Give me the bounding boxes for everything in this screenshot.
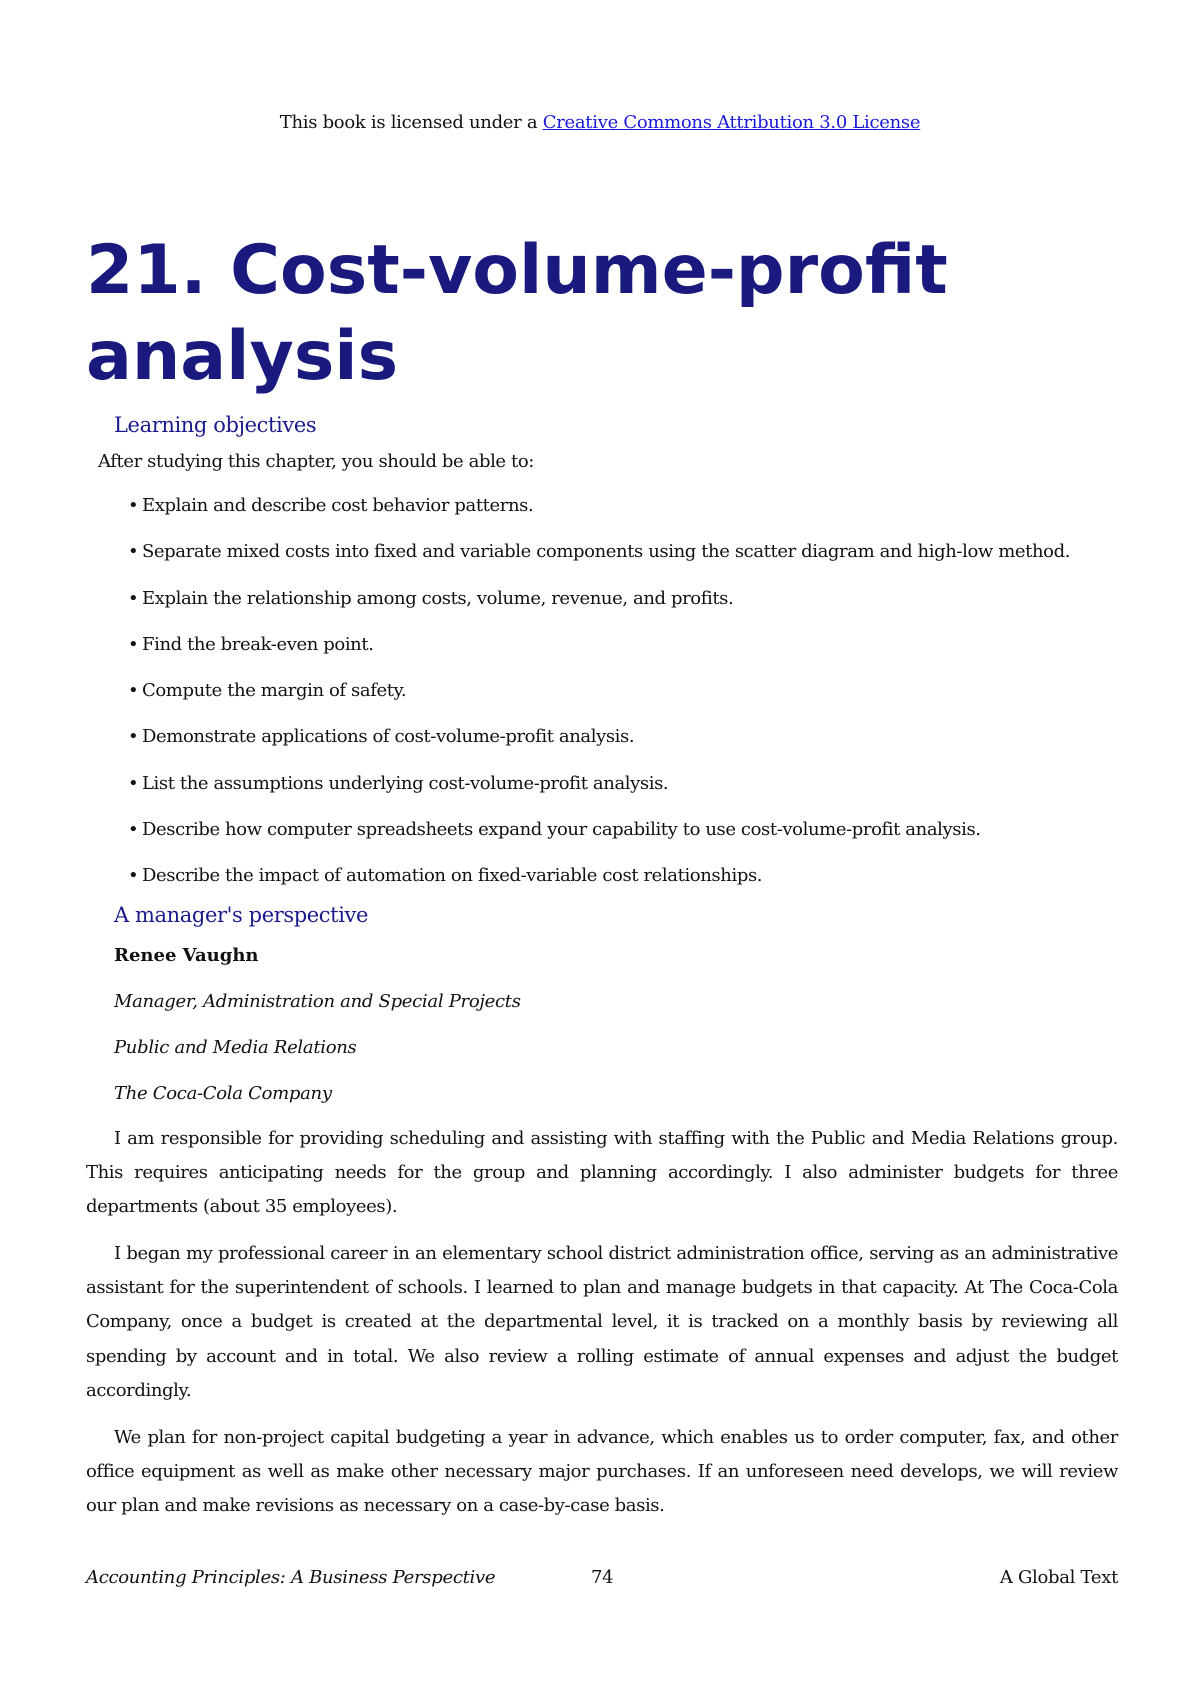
learning-objectives-intro: After studying this chapter, you should be able to:	[98, 451, 534, 472]
page-footer	[86, 1567, 1118, 1591]
objective-text: Describe how computer spreadsheets expand your capability to use cost-volume-profit analysis.	[142, 819, 981, 841]
bullet: •	[128, 865, 139, 887]
objective-text: List the assumptions underlying cost-volume-profit analysis.	[142, 772, 669, 794]
body-paragraph: We plan for non-project capital budgeting a year in advance, which enables us to order computer, fax, and other office equipment as well as make other necessary major purchases. If an unforeseen need develops, we will review our plan and make revisions as necessary on a case-by-case basis.	[86, 1427, 1118, 1517]
objective-text: Describe the impact of automation on fixed-variable cost relationships.	[142, 865, 763, 887]
objective-text: Separate mixed costs into fixed and variable components using the scatter diagram and high-low method.	[142, 541, 1071, 563]
bullet: •	[128, 772, 139, 794]
chapter-title	[86, 228, 1126, 400]
objective-text: Explain and describe cost behavior patterns.	[142, 495, 534, 516]
chapter-title-line-2: analysis	[86, 317, 399, 396]
objective-item	[128, 633, 1070, 679]
objective-item	[128, 725, 1070, 771]
license-notice	[0, 112, 1200, 133]
managers-perspective-heading: A manager's perspective	[114, 903, 369, 927]
chapter-title-line-1: 21. Cost-volume-profit	[86, 231, 948, 310]
bullet: •	[128, 633, 139, 655]
license-prefix: This book is licensed under a	[279, 112, 543, 133]
bullet: •	[128, 819, 139, 841]
body-paragraph: I am responsible for providing scheduling and assisting with staffing with the Public and Media Relations group. This requires anticipating needs for the group and planning accordingly. I also administer budgets for three departments (about 35 employees).	[86, 1128, 1118, 1218]
objective-text: Find the break-even point.	[142, 633, 374, 655]
footer-publisher: A Global Text	[999, 1567, 1118, 1588]
bullet: •	[128, 680, 139, 702]
objective-item	[128, 540, 1070, 586]
objective-text: Demonstrate applications of cost-volume-profit analysis.	[142, 726, 635, 748]
person-name: Renee Vaughn	[114, 945, 259, 966]
person-company: The Coca-Cola Company	[114, 1083, 332, 1104]
learning-objectives-list	[128, 494, 1070, 911]
objective-item	[128, 494, 1070, 540]
learning-objectives-heading: Learning objectives	[114, 413, 317, 437]
bullet: •	[128, 495, 139, 516]
objective-item	[128, 679, 1070, 725]
person-department: Public and Media Relations	[114, 1037, 357, 1058]
footer-book-title: Accounting Principles: A Business Perspective	[86, 1567, 496, 1588]
objective-item	[128, 587, 1070, 633]
footer-page-number: 74	[591, 1567, 614, 1588]
objective-text: Explain the relationship among costs, volume, revenue, and profits.	[142, 587, 734, 609]
bullet: •	[128, 587, 139, 609]
bullet: •	[128, 726, 139, 748]
bullet: •	[128, 541, 139, 563]
person-title: Manager, Administration and Special Projects	[114, 991, 521, 1012]
objective-item	[128, 772, 1070, 818]
license-link[interactable]: Creative Commons Attribution 3.0 License	[542, 112, 921, 133]
objective-item	[128, 818, 1070, 864]
objective-text: Compute the margin of safety.	[142, 680, 407, 702]
body-paragraph: I began my professional career in an elementary school district administration office, serving as an administrative assistant for the superintendent of schools. I learned to plan and manage budgets in that capacity. At The Coca-Cola Company, once a budget is created at the departmental level, it is tracked on a monthly basis by reviewing all spending by account and in total. We also review a rolling estimate of annual expenses and adjust the budget accordingly.	[86, 1243, 1118, 1401]
